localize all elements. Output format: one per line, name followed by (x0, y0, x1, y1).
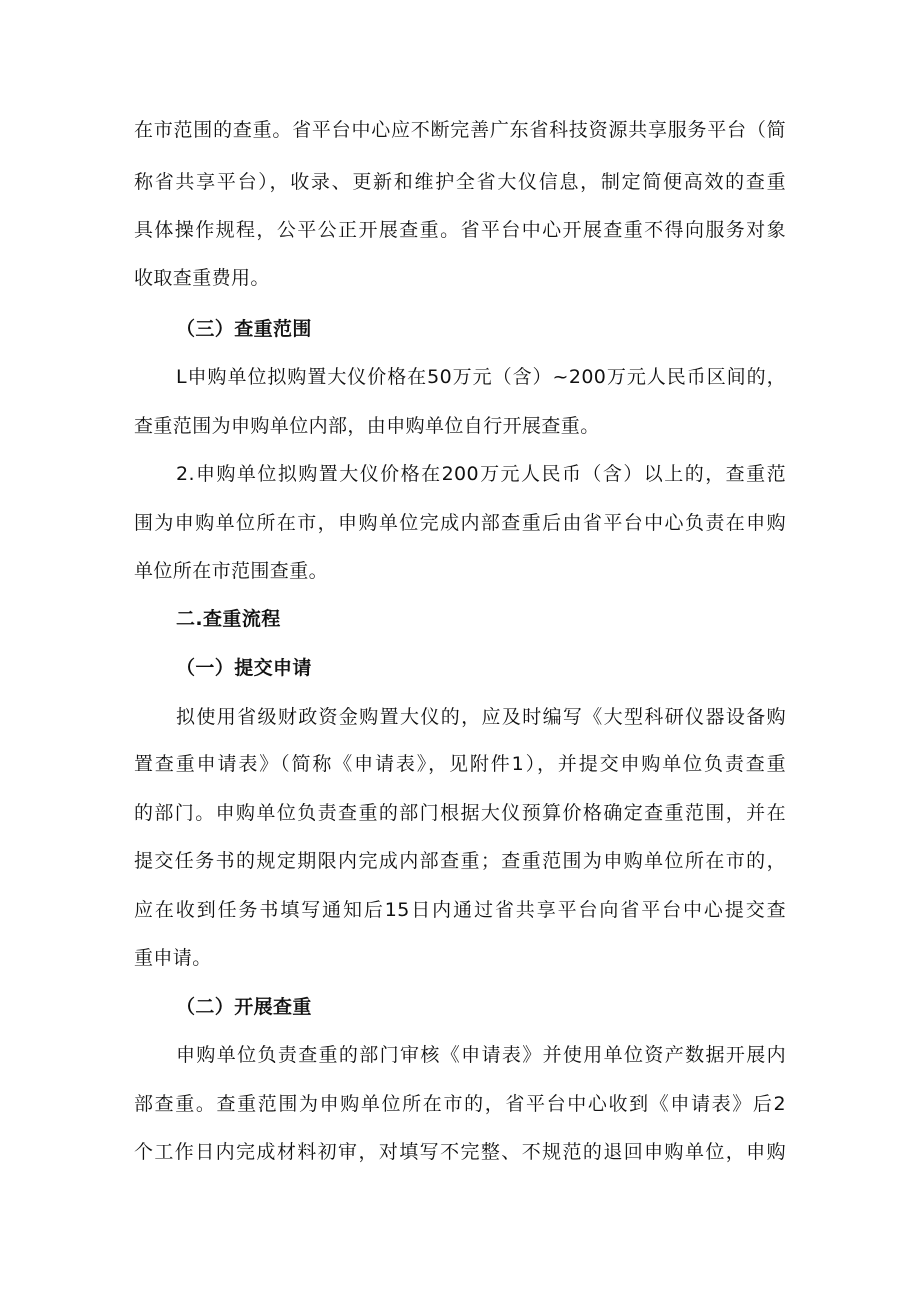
body-text-line: 查重范围为申购单位内部，由申购单位自行开展查重。 (134, 415, 600, 437)
body-text-line: 称省共享平台），收录、更新和维护全省大仪信息，制定简便高效的查重 (134, 171, 786, 193)
body-text-line: 应在收到任务书填写通知后15日内通过省共享平台向省平台中心提交查 (134, 899, 786, 921)
body-text-line: 申购单位负责查重的部门审核《申请表》并使用单位资产数据开展内 (176, 1044, 786, 1066)
body-text-line: 个工作日内完成材料初审，对填写不完整、不规范的退回申购单位，申购 (134, 1141, 786, 1163)
section-heading: （一）提交申请 (176, 657, 312, 679)
section-heading: （三）查重范围 (176, 318, 312, 340)
body-text-line: 重申请。 (134, 947, 212, 969)
chapter-heading: 二.查重流程 (176, 608, 281, 630)
body-text-line: 置查重申请表》（简称《申请表》，见附件1），并提交申购单位负责查重 (134, 753, 786, 775)
body-text-line: 收取查重费用。 (134, 267, 270, 289)
body-text-line: L申购单位拟购置大仪价格在50万元（含）~200万元人民币区间的， (176, 366, 786, 388)
body-text-line: 拟使用省级财政资金购置大仪的，应及时编写《大型科研仪器设备购 (176, 706, 786, 728)
body-text-line: 具体操作规程，公平公正开展查重。省平台中心开展查重不得向服务对象 (134, 219, 786, 241)
body-text-line: 提交任务书的规定期限内完成内部查重；查重范围为申购单位所在市的， (134, 850, 786, 872)
body-text-line: 围为申购单位所在市，申购单位完成内部查重后由省平台中心负责在申购 (134, 512, 786, 534)
body-text-line: 2.申购单位拟购置大仪价格在200万元人民币（含）以上的，查重范 (176, 463, 786, 485)
body-text-line: 在市范围的查重。省平台中心应不断完善广东省科技资源共享服务平台（简 (134, 119, 786, 141)
body-text-line: 部查重。查重范围为申购单位所在市的，省平台中心收到《申请表》后2 (134, 1093, 786, 1115)
section-heading: （二）开展查重 (176, 996, 312, 1018)
body-text-line: 单位所在市范围查重。 (134, 560, 329, 582)
body-text-line: 的部门。申购单位负责查重的部门根据大仪预算价格确定查重范围，并在 (134, 802, 786, 824)
